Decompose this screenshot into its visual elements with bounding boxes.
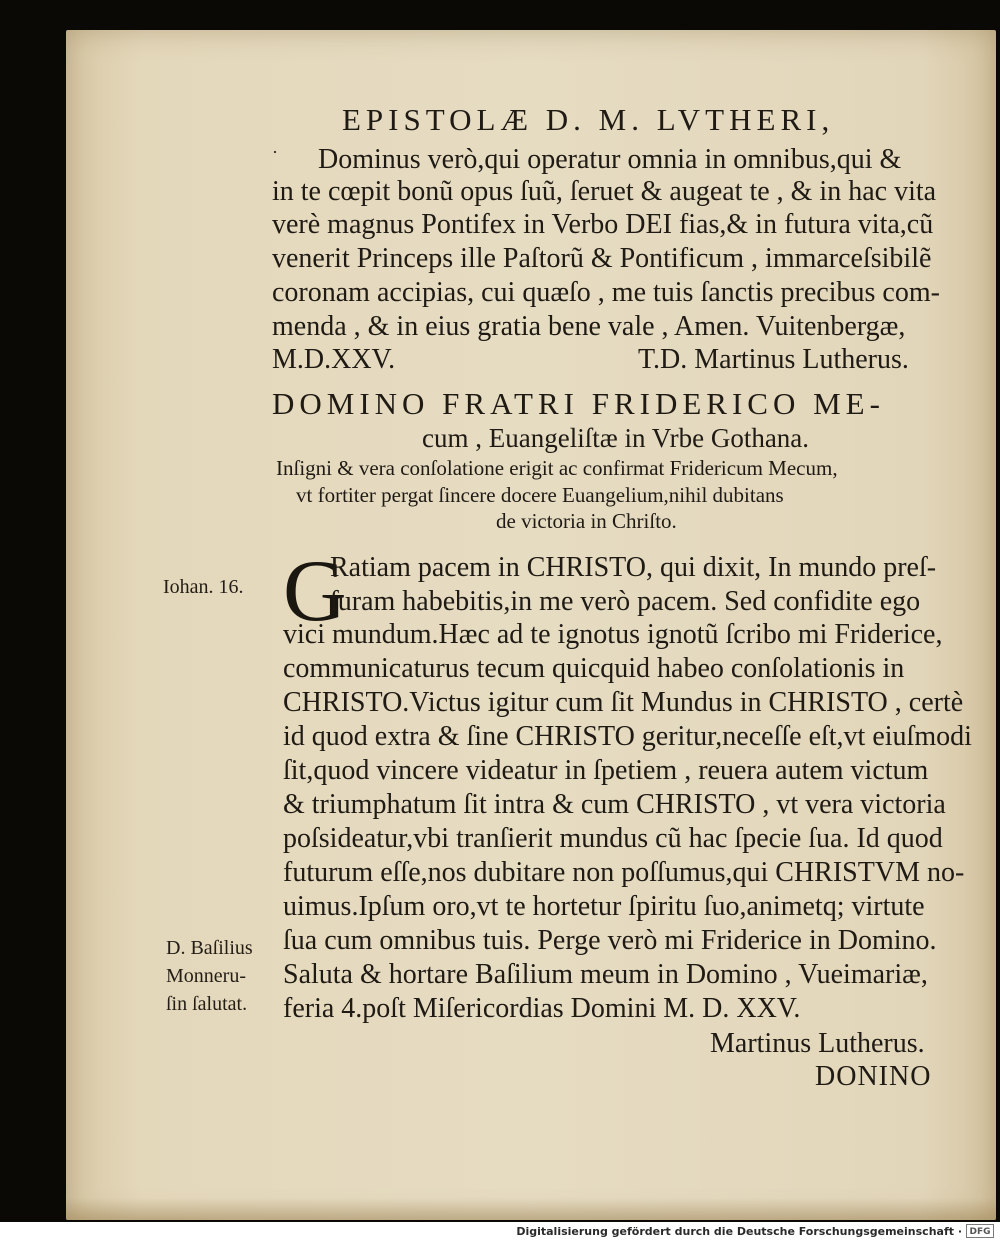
letter2-line: poſsideatur,vbi tranſierit mundus cũ hac ſpecie ſua. Id quod [283,823,943,854]
letter2-line: futurum eſſe,nos dubitare non poſſumus,qui CHRISTVM no- [283,857,965,888]
letter-title-continued: cum , Euangeliſtæ in Vrbe Gothana. [422,423,810,453]
margin-note-johan: Iohan. 16. [163,576,244,598]
closing-signature: Martinus Lutherus. [710,1028,925,1059]
letter2-line: Ratiam pacem in CHRISTO, qui dixit, In mundo preſ- [330,552,937,583]
letter1-line: Dominus verò,qui operatur omnia in omnibus,qui & [318,144,902,175]
funding-credit: Digitalisierung gefördert durch die Deutsche Forschungsgemeinschaft · [516,1225,962,1238]
drop-cap-initial: G [283,543,347,640]
letter1-line: in te cœpit bonũ opus ſuũ, ſeruet & augeat te , & in hac vita [272,176,937,207]
letter1-line: verè magnus Pontifex in Verbo DEI fias,& in futura vita,cũ [272,209,934,240]
letter1-line: coronam accipias, cui quæſo , me tuis ſanctis precibus com- [272,277,940,308]
letter2-line: Saluta & hortare Baſilium meum in Domino , Vueimariæ, [283,959,928,990]
signature-line: T.D. Martinus Lutherus. [638,344,909,375]
running-header: EPISTOLÆ D. M. LVTHERI, [342,102,835,137]
page-bottom-edge [66,1198,996,1220]
dfg-logo: DFG [966,1224,994,1238]
letter2-line: ſit,quod vincere videatur in ſpetiem , reuera autem victum [283,755,929,786]
letter2-line: vici mundum.Hæc ad te ignotus ignotũ ſcribo mi Friderice, [283,619,943,650]
letter1-line: venerit Princeps ille Paſtorũ & Pontificum , immarceſsibilẽ [272,243,932,274]
letter2-line: ſuram habebitis,in me verò pacem. Sed confidite ego [330,586,921,617]
letter2-line: id quod extra & ſine CHRISTO geritur,neceſſe eſt,vt eiuſmodi [283,721,972,752]
letter1-line: menda , & in eius gratia bene vale , Amen. Vuitenbergæ, [272,311,906,342]
indent-mark: · [272,142,278,162]
margin-note-basil: D. Baſilius [166,937,253,959]
letter2-line: ſua cum omnibus tuis. Perge verò mi Friderice in Domino. [283,925,937,956]
summary-line: de victoria in Chriſto. [496,509,677,533]
letter2-line: uimus.Ipſum oro,vt te hortetur ſpiritu ſuo,animetq; virtute [283,891,925,922]
letter2-line: feria 4.poſt Miſericordias Domini M. D. XXV. [283,993,801,1024]
date-line: M.D.XXV. [272,344,396,375]
letter2-line: CHRISTO.Victus igitur cum ſit Mundus in CHRISTO , certè [283,687,964,718]
margin-note-basil: ſin ſalutat. [166,993,248,1015]
summary-line: vt fortiter pergat ſincere docere Euangelium,nihil dubitans [296,483,784,507]
letter2-line: communicaturus tecum quicquid habeo conſolationis in [283,653,905,684]
summary-line: Inſigni & vera conſolatione erigit ac confirmat Fridericum Mecum, [276,456,838,480]
margin-note-basil: Monneru- [166,965,246,987]
letter2-line: & triumphatum ſit intra & cum CHRISTO , vt vera victoria [283,789,946,820]
letter-title: DOMINO FRATRI FRIDERICO ME- [272,386,885,421]
catchword: DONINO [815,1061,932,1092]
